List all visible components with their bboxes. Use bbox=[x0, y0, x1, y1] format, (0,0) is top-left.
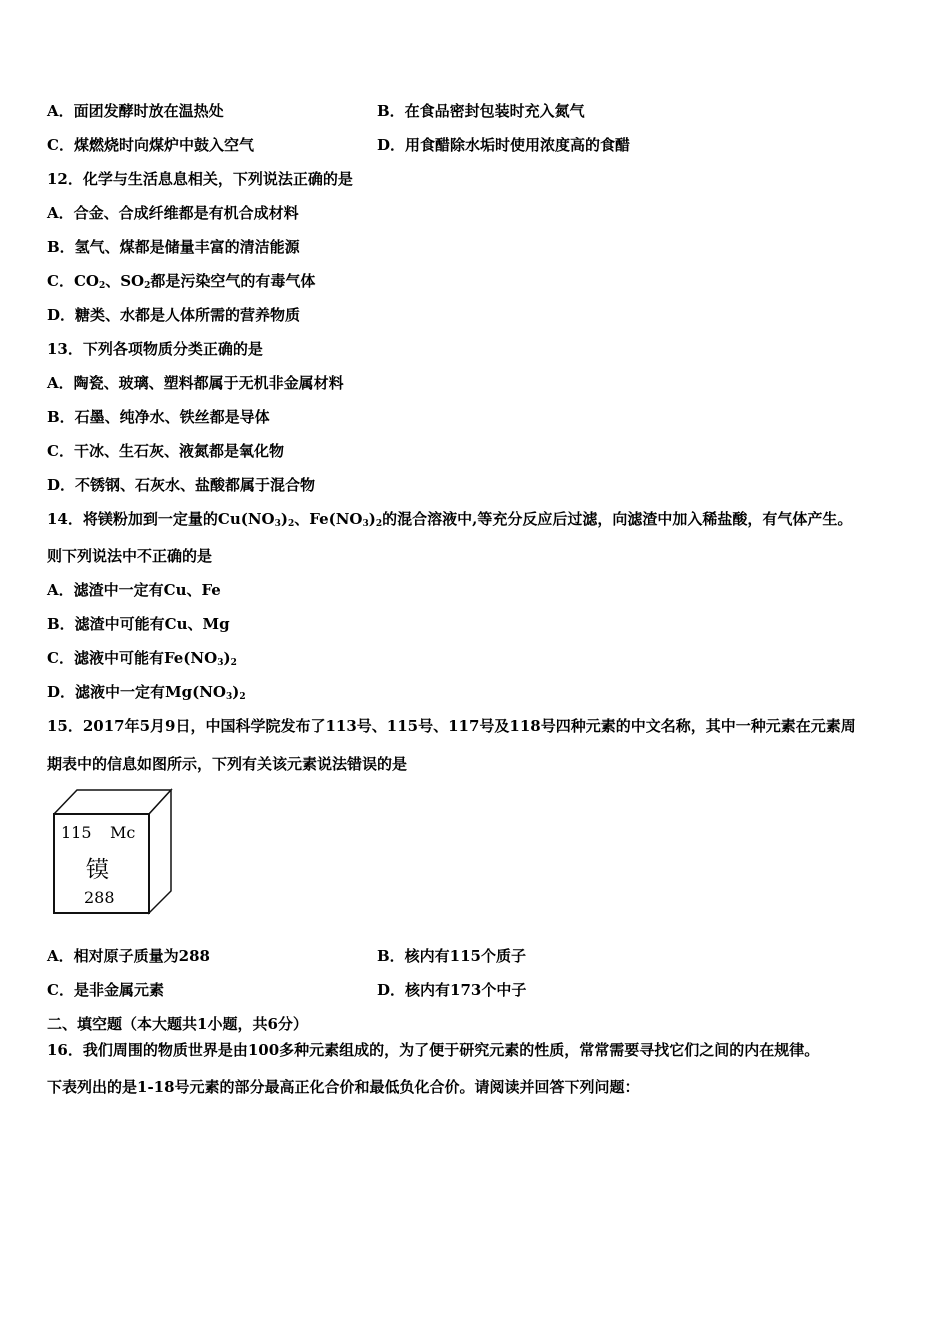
q14-stem-text: ) bbox=[280, 510, 288, 528]
q12-option-c-text: 、SO bbox=[105, 272, 145, 290]
q14-option-a: A．滤渣中一定有Cu、Fe bbox=[47, 581, 221, 599]
q14-stem-text: ) bbox=[368, 510, 376, 528]
q14-stem-text: 14．将镁粉加到一定量的Cu(NO bbox=[47, 510, 275, 528]
q11-option-b: B．在食品密封包装时充入氮气 bbox=[377, 102, 585, 120]
q11-option-c: C．煤燃烧时向煤炉中鼓入空气 bbox=[47, 136, 254, 154]
q14-stem-line2: 则下列说法中不正确的是 bbox=[47, 547, 213, 565]
subscript: 2 bbox=[375, 519, 383, 529]
section-heading: 二、填空题（本大题共1小题，共6分） bbox=[47, 1015, 308, 1033]
subscript: 3 bbox=[274, 519, 281, 529]
q15-stem: 15．2017年5月9日，中国科学院发布了113号、115号、117号及118号四种元素的中文名称，其中一种元素在元素周 bbox=[47, 717, 856, 735]
q15-option-b: B．核内有115个质子 bbox=[377, 947, 526, 965]
q12-stem: 12．化学与生活息息相关，下列说法正确的是 bbox=[47, 170, 353, 188]
q13-option-c: C．干冰、生石灰、液氮都是氧化物 bbox=[47, 442, 284, 460]
subscript: 2 bbox=[239, 692, 246, 702]
q12-option-d: D．糖类、水都是人体所需的营养物质 bbox=[47, 306, 301, 324]
element-name: 镆 bbox=[86, 857, 109, 883]
q13-option-a: A．陶瓷、玻璃、塑料都属于无机非金属材料 bbox=[47, 374, 344, 392]
subscript: 2 bbox=[98, 281, 106, 291]
subscript: 2 bbox=[287, 519, 295, 529]
q14-option-d bbox=[47, 682, 246, 702]
q12-option-c-text: 都是污染空气的有毒气体 bbox=[150, 272, 316, 290]
q13-option-d: D．不锈钢、石灰水、盐酸都属于混合物 bbox=[47, 476, 316, 494]
q13-option-b: B．石墨、纯净水、铁丝都是导体 bbox=[47, 408, 270, 426]
q14-option-d-text: ) bbox=[232, 683, 240, 701]
q13-stem: 13．下列各项物质分类正确的是 bbox=[47, 340, 263, 358]
subscript: 3 bbox=[217, 658, 224, 668]
q15-stem-line2: 期表中的信息如图所示，下列有关该元素说法错误的是 bbox=[47, 755, 408, 773]
q11-option-a: A．面团发酵时放在温热处 bbox=[47, 102, 224, 120]
q16-stem-line2: 下表列出的是1-18号元素的部分最高正化合价和最低负化合价。请阅读并回答下列问题： bbox=[47, 1078, 640, 1096]
q15-option-a: A．相对原子质量为288 bbox=[47, 947, 210, 965]
q12-option-b: B．氢气、煤都是储量丰富的清洁能源 bbox=[47, 238, 300, 256]
q14-option-d-text: D．滤液中一定有Mg(NO bbox=[47, 683, 226, 701]
element-card-figure bbox=[53, 787, 173, 915]
q15-option-d: D．核内有173个中子 bbox=[377, 981, 527, 999]
element-atomic-number: 115 bbox=[61, 823, 92, 842]
q16-stem: 16．我们周围的物质世界是由100多种元素组成的，为了便于研究元素的性质，常常需要寻找它们之间的内在规律。 bbox=[47, 1041, 820, 1059]
q14-option-c-text: ) bbox=[223, 649, 231, 667]
q14-option-c bbox=[47, 648, 237, 668]
q14-stem-text: 、Fe(NO bbox=[294, 510, 363, 528]
subscript: 3 bbox=[362, 519, 369, 529]
q14-option-b: B．滤渣中可能有Cu、Mg bbox=[47, 615, 230, 633]
q14-stem bbox=[47, 509, 852, 529]
q15-option-c: C．是非金属元素 bbox=[47, 981, 164, 999]
q12-option-c bbox=[47, 271, 315, 291]
element-mass: 288 bbox=[84, 888, 115, 907]
q14-option-c-text: C．滤液中可能有Fe(NO bbox=[47, 649, 218, 667]
subscript: 2 bbox=[144, 281, 151, 291]
q14-stem-text: 的混合溶液中,等充分反应后过滤，向滤渣中加入稀盐酸，有气体产生。 bbox=[382, 510, 853, 528]
q12-option-c-text: C．CO bbox=[47, 272, 99, 290]
element-symbol: Mc bbox=[110, 823, 136, 842]
subscript: 2 bbox=[230, 658, 237, 668]
q12-option-a: A．合金、合成纤维都是有机合成材料 bbox=[47, 204, 299, 222]
subscript: 3 bbox=[225, 692, 233, 702]
q11-option-d: D．用食醋除水垢时使用浓度高的食醋 bbox=[377, 136, 631, 154]
